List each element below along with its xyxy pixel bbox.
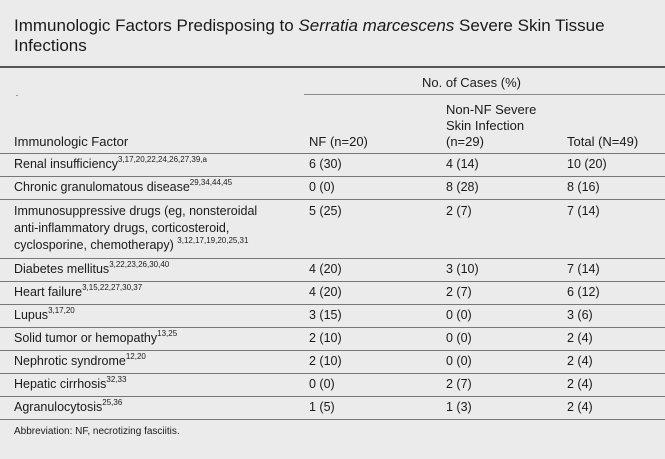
top-rule (0, 66, 665, 68)
header-col-nonnf-2: Skin Infection (446, 118, 525, 133)
row-nonnf: 0 (0) (446, 354, 472, 368)
row-nonnf: 8 (28) (446, 180, 479, 194)
row-nf: 5 (25) (309, 204, 342, 218)
bottom-rule (0, 419, 665, 420)
row-nf: 0 (0) (309, 377, 335, 391)
row-nf: 2 (10) (309, 331, 342, 345)
header-group-label: No. of Cases (%) (422, 75, 521, 90)
row-nf: 0 (0) (309, 180, 335, 194)
row-divider (0, 350, 665, 351)
row-total: 6 (12) (567, 285, 600, 299)
row-divider (0, 373, 665, 374)
header-group-rule (304, 94, 665, 95)
row-nf: 1 (5) (309, 400, 335, 414)
row-nonnf: 4 (14) (446, 157, 479, 171)
row-total: 2 (4) (567, 354, 593, 368)
row-total: 10 (20) (567, 157, 607, 171)
header-col-nonnf-3: (n=29) (446, 134, 484, 149)
table-title: Immunologic Factors Predisposing to Serratia marcescens Severe Skin Tissue Infections (14, 16, 605, 55)
row-divider (0, 281, 665, 282)
row-divider (0, 258, 665, 259)
row-divider (0, 199, 665, 200)
row-factor: Diabetes mellitus$^{3,22,23,26,30,40}$ (14, 259, 170, 276)
row-nonnf: 2 (7) (446, 377, 472, 391)
row-nonnf: 0 (0) (446, 331, 472, 345)
row-total: 3 (6) (567, 308, 593, 322)
row-nf: 2 (10) (309, 354, 342, 368)
header-rule (0, 153, 665, 154)
header-col-nf: NF (n=20) (309, 134, 368, 149)
header-col-factor: Immunologic Factor (14, 134, 129, 149)
row-factor-line3: cyclosporine, chemotherapy) $^{3,12,17,19,20,25,31}$ (14, 235, 249, 252)
row-factor: Chronic granulomatous disease$^{29,34,44,45}$ (14, 177, 233, 194)
row-divider (0, 304, 665, 305)
header-col-nonnf-1: Non-NF Severe (446, 102, 537, 117)
row-total: 2 (4) (567, 377, 593, 391)
row-total: 2 (4) (567, 400, 593, 414)
row-factor: Solid tumor or hemopathy$^{13,25}$ (14, 328, 178, 345)
footnote: Abbreviation: NF, necrotizing fasciitis. (14, 426, 180, 437)
row-divider (0, 176, 665, 177)
row-nf: 6 (30) (309, 157, 342, 171)
row-nonnf: 3 (10) (446, 262, 479, 276)
row-factor: Lupus$^{3,17,20}$ (14, 305, 75, 322)
row-divider (0, 396, 665, 397)
row-factor: Nephrotic syndrome$^{12,20}$ (14, 351, 146, 368)
row-factor-line1: Immunosuppressive drugs (eg, nonsteroidal (14, 204, 258, 218)
row-factor: Agranulocytosis$^{25,36}$ (14, 397, 123, 414)
title-italic-species: Serratia marcescens (298, 16, 455, 35)
row-factor: Renal insufficiency$^{3,17,20,22,24,26,27,39,a}$ (14, 154, 207, 171)
header-col-total: Total (N=49) (567, 134, 639, 149)
row-total: 7 (14) (567, 262, 600, 276)
row-nf: 4 (20) (309, 262, 342, 276)
row-nf: 4 (20) (309, 285, 342, 299)
decorative-mark (16, 95, 18, 96)
row-factor: Heart failure$^{3,15,22,27,30,37}$ (14, 282, 143, 299)
row-total: 2 (4) (567, 331, 593, 345)
row-nonnf: 0 (0) (446, 308, 472, 322)
row-nonnf: 2 (7) (446, 204, 472, 218)
row-nf: 3 (15) (309, 308, 342, 322)
row-factor: Hepatic cirrhosis$^{32,33}$ (14, 374, 127, 391)
row-divider (0, 327, 665, 328)
row-nonnf: 2 (7) (446, 285, 472, 299)
row-total: 7 (14) (567, 204, 600, 218)
row-factor-line2: anti-inflammatory drugs, corticosteroid, (14, 221, 230, 235)
row-nonnf: 1 (3) (446, 400, 472, 414)
row-total: 8 (16) (567, 180, 600, 194)
